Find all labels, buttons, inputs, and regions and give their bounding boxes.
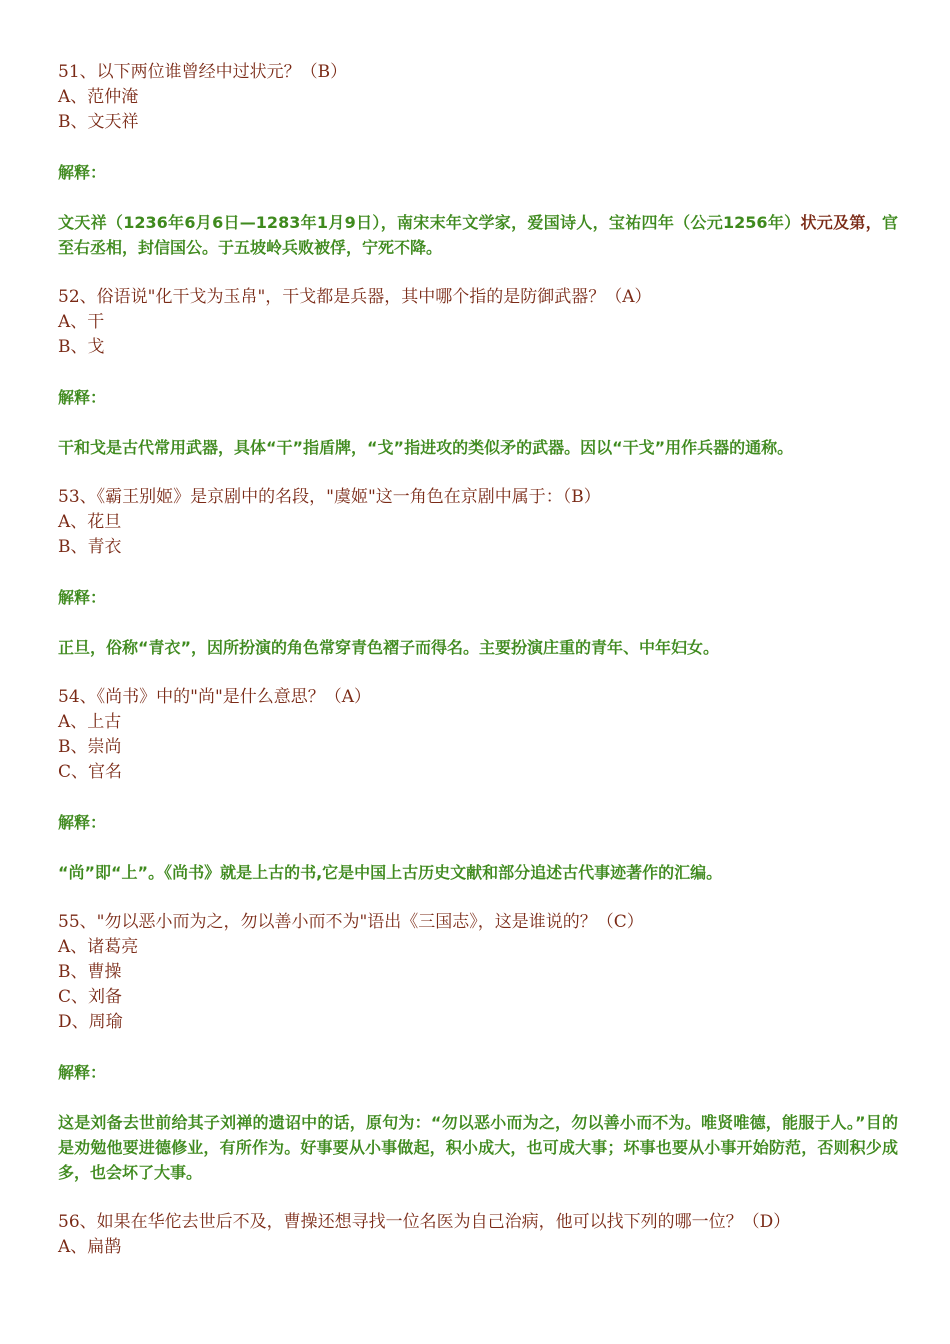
- answer-option: A、干: [58, 312, 105, 332]
- answer-option: D、周瑜: [58, 1012, 123, 1032]
- answer-option: C、官名: [58, 762, 123, 782]
- explanation-segment: 官至右丞相，封信国公。于五坡岭兵败被俘，宁死不降。: [58, 213, 898, 257]
- question-block: [58, 485, 898, 660]
- explanation-segment: 正旦，俗称“青衣”，因所扮演的角色常穿青色褶子而得名。主要扮演庄重的青年、中年妇女。: [58, 638, 720, 657]
- explanation-label: 解释：: [58, 1063, 107, 1082]
- answer-option: C、刘备: [58, 987, 123, 1007]
- answer-option: B、戈: [58, 337, 105, 357]
- answer-option: A、花旦: [58, 512, 122, 532]
- answer-option: A、上古: [58, 712, 122, 732]
- explanation-text: [58, 210, 898, 260]
- explanation-segment: 这是刘备去世前给其子刘禅的遗诏中的话，原句为：“勿以恶小而为之，勿以善小而不为。唯贤唯德，能服于人。”目的是劝勉他要进德修业，有所作为。好事要从小事做起，积小成大，也可成大事；坏事也要从小事开始防范，否则积少成多，也会坏了大事。: [58, 1113, 898, 1182]
- explanation-label: 解释：: [58, 388, 107, 407]
- question-text: 53、《霸王别姬》是京剧中的名段，"虞姬"这一角色在京剧中属于：（B）: [58, 487, 601, 507]
- explanation-segment: 干和戈是古代常用武器，具体“干”指盾牌，“戈”指进攻的类似矛的武器。因以“干戈”用作兵器的通称。: [58, 438, 794, 457]
- answer-option: A、诸葛亮: [58, 937, 139, 957]
- explanation-text: [58, 1110, 898, 1185]
- explanation-text: [58, 860, 898, 885]
- question-block: [58, 285, 898, 460]
- answer-option: B、曹操: [58, 962, 122, 982]
- question-block: [58, 910, 898, 1185]
- explanation-label: 解释：: [58, 163, 107, 182]
- explanation-label: 解释：: [58, 588, 107, 607]
- explanation-label: 解释：: [58, 813, 107, 832]
- question-text: 55、"勿以恶小而为之，勿以善小而不为"语出《三国志》，这是谁说的？（C）: [58, 912, 644, 932]
- answer-option: A、范仲淹: [58, 87, 139, 107]
- answer-option: B、文天祥: [58, 112, 139, 132]
- question-text: 56、如果在华佗去世后不及，曹操还想寻找一位名医为自己治病，他可以找下列的哪一位？（D）: [58, 1212, 791, 1232]
- explanation-segment: “尚”即“上”。《尚书》就是上古的书,它是中国上古历史文献和部分追述古代事迹著作的汇编。: [58, 863, 723, 882]
- question-text: 52、俗语说"化干戈为玉帛"，干戈都是兵器，其中哪个指的是防御武器？（A）: [58, 287, 652, 307]
- question-block: [58, 685, 898, 885]
- question-text: 54、《尚书》中的"尚"是什么意思？（A）: [58, 687, 372, 707]
- answer-option: A、扁鹊: [58, 1237, 122, 1257]
- question-block: [58, 1210, 898, 1260]
- explanation-segment: 文天祥（1236年6月6日—1283年1月9日），南宋末年文学家，爱国诗人，宝祐四年（公元1256年）: [58, 213, 801, 232]
- document-page: [58, 60, 898, 1260]
- explanation-text: [58, 635, 898, 660]
- answer-option: B、青衣: [58, 537, 122, 557]
- explanation-text: [58, 435, 898, 460]
- question-text: 51、以下两位谁曾经中过状元？（B）: [58, 62, 348, 82]
- answer-option: B、崇尚: [58, 737, 122, 757]
- question-block: [58, 60, 898, 260]
- highlighted-phrase: 状元及第，: [800, 213, 882, 232]
